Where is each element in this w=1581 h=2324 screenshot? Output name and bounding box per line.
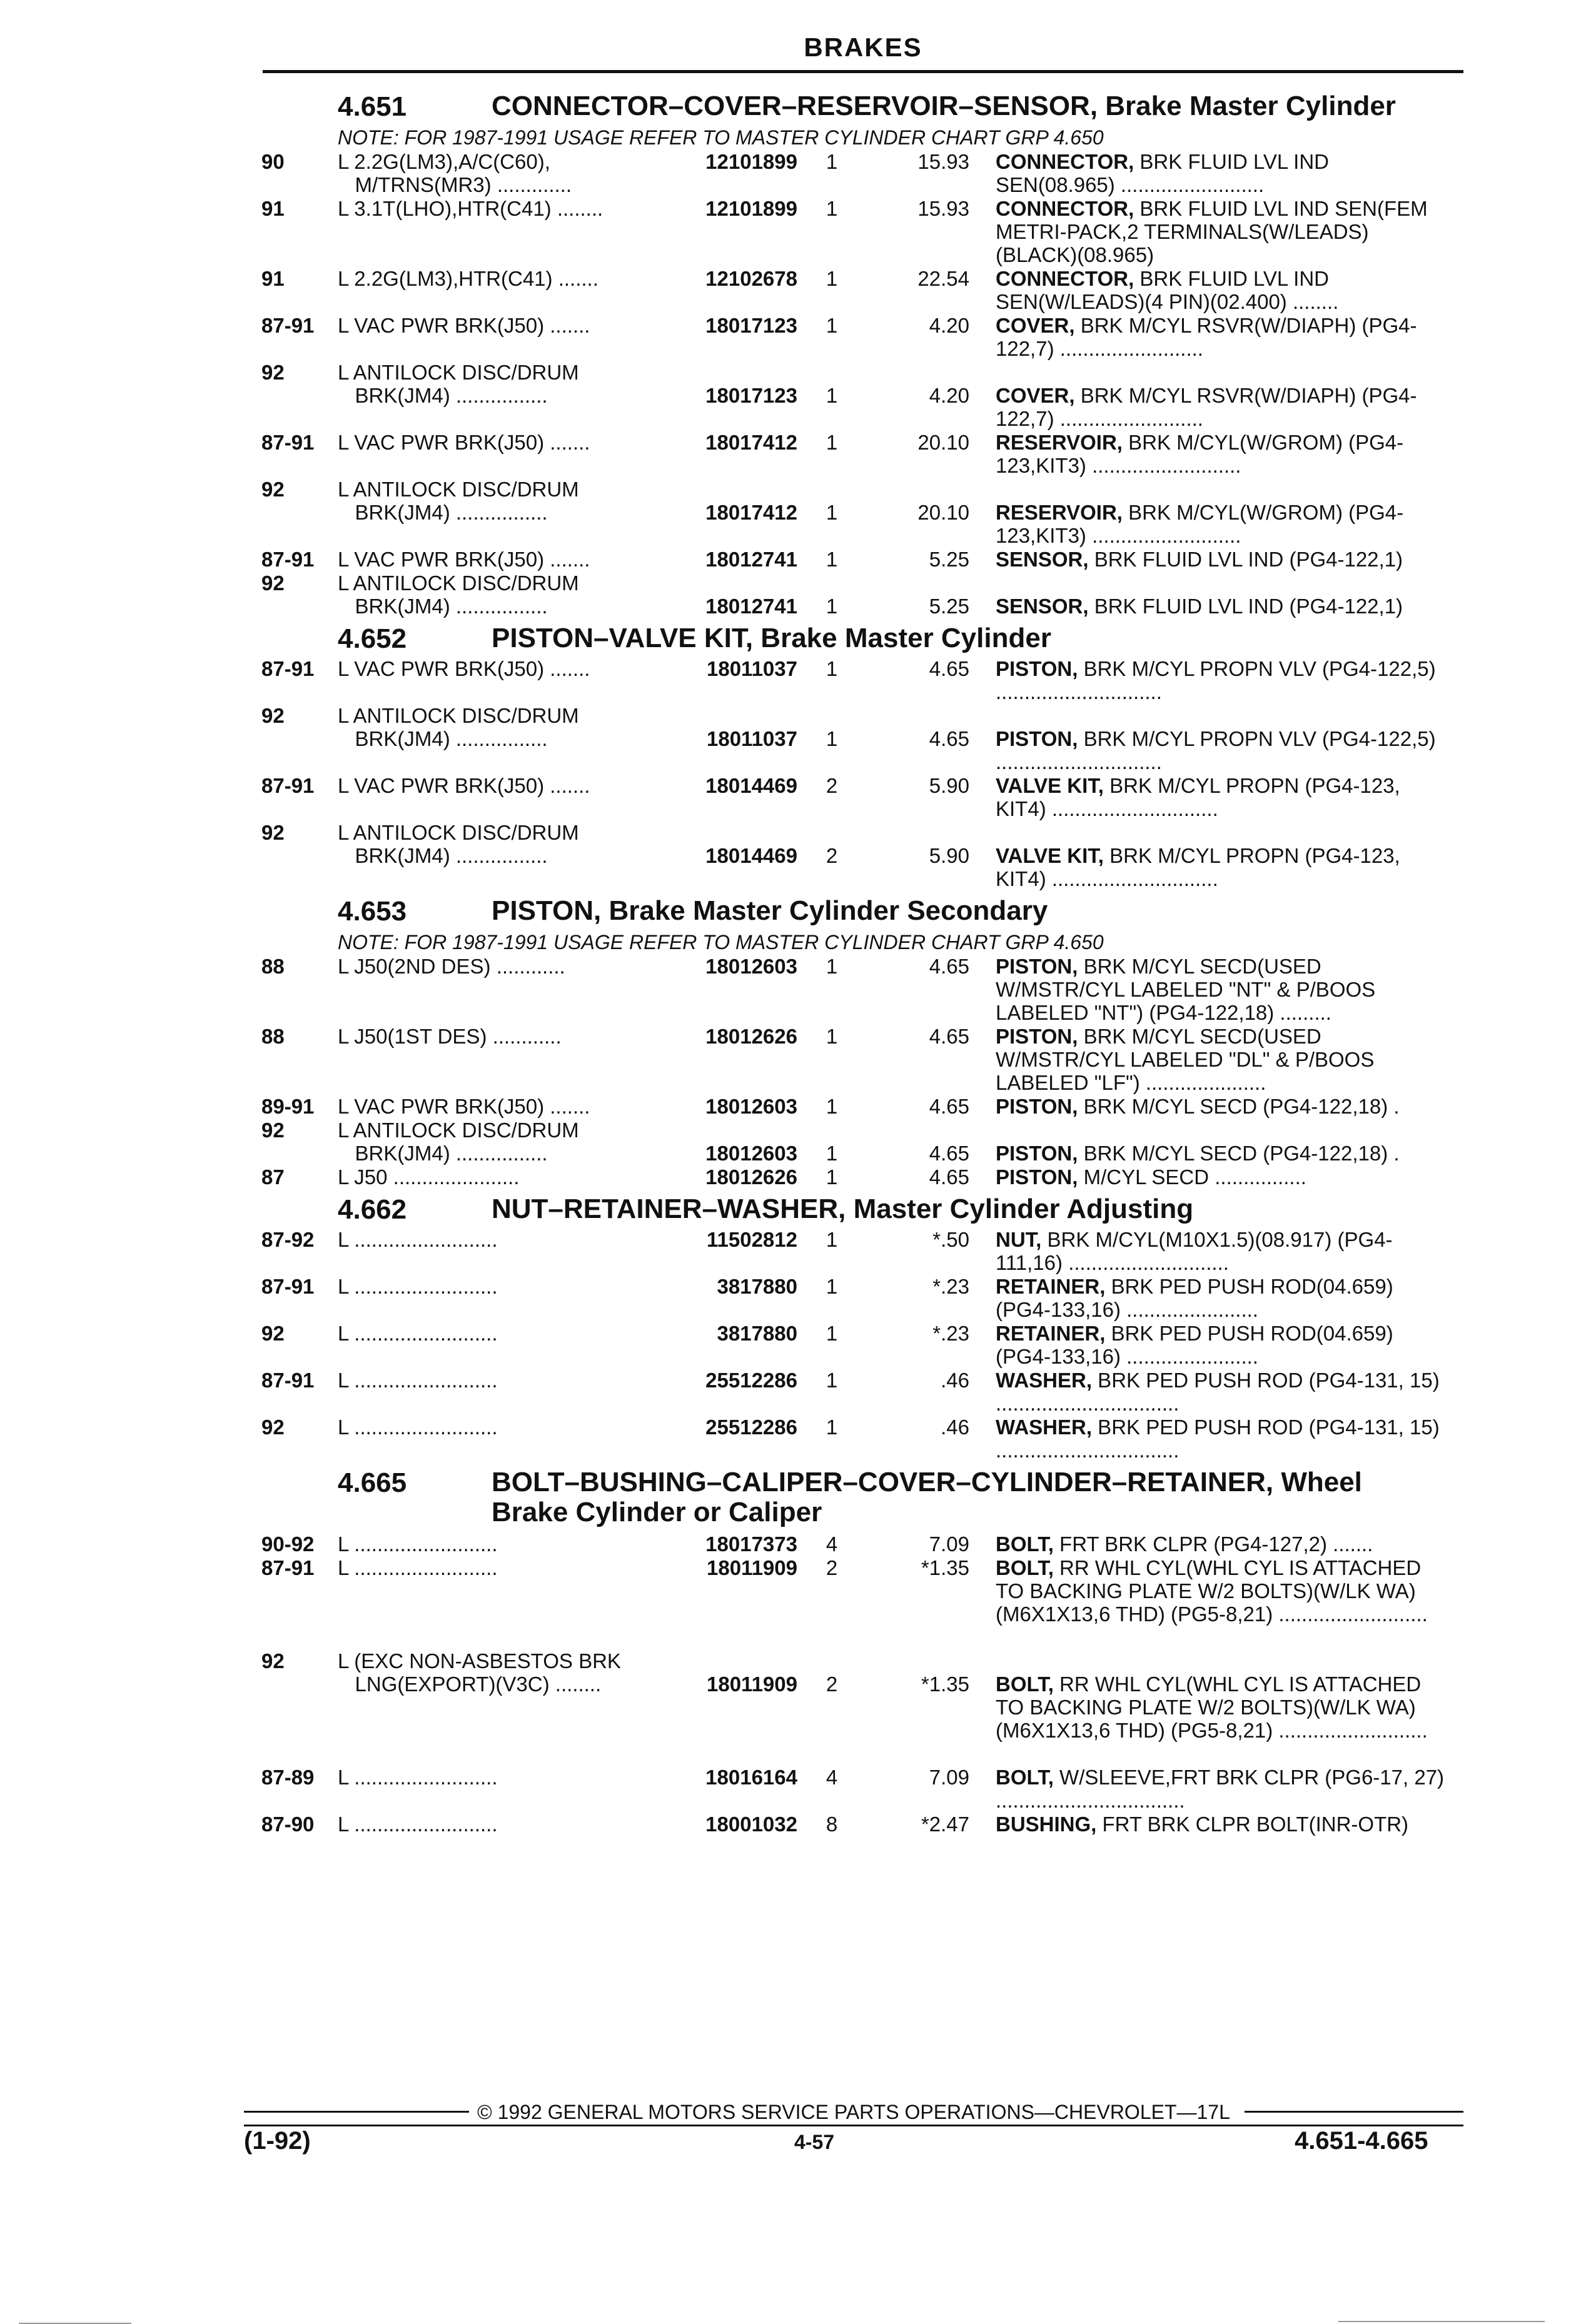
part-detail: BRK PED PUSH ROD (PG4-131, 15) ................................ xyxy=(996,1369,1440,1415)
model-years: 87-91 xyxy=(261,548,315,571)
parts-row xyxy=(0,704,1581,774)
parts-row xyxy=(0,150,1581,197)
parts-row xyxy=(0,1275,1581,1322)
quantity: 1 xyxy=(826,314,838,337)
part-number: 18016164 xyxy=(705,1766,797,1789)
quantity: 1 xyxy=(826,1095,838,1118)
section-number: 4.652 xyxy=(338,623,407,654)
parts-row xyxy=(0,1119,1581,1165)
part-detail: BRK M/CYL(M10X1.5)(08.917) (PG4-111,16) ............................ xyxy=(996,1228,1393,1274)
parts-row xyxy=(0,657,1581,704)
model-years: 87-91 xyxy=(261,314,315,337)
price: 15.93 xyxy=(917,197,969,220)
part-name: PISTON, xyxy=(996,727,1078,750)
part-name: PISTON, xyxy=(996,1025,1078,1048)
note-text: NOTE: FOR 1987-1991 USAGE REFER TO MASTER CYLINDER CHART GRP 4.650 xyxy=(338,126,1104,149)
parts-row xyxy=(0,571,1581,618)
price: 4.65 xyxy=(929,1142,969,1165)
price: 20.10 xyxy=(917,431,969,454)
usage-text: L ......................... xyxy=(338,1322,498,1345)
price: *.23 xyxy=(932,1275,969,1298)
part-name: SENSOR, xyxy=(996,595,1089,618)
model-years: 92 xyxy=(261,571,285,595)
part-number: 18001032 xyxy=(705,1813,797,1836)
part-description xyxy=(996,1532,1446,1556)
usage-text: L ANTILOCK DISC/DRUM BRK(JM4) ................ xyxy=(338,704,579,750)
price: *.50 xyxy=(932,1228,969,1251)
part-detail: BRK M/CYL SECD (PG4-122,18) . xyxy=(1078,1142,1400,1165)
footer-date: (1-92) xyxy=(244,2127,311,2155)
quantity: 2 xyxy=(826,844,838,867)
part-number: 12101899 xyxy=(705,197,797,220)
usage-text: L VAC PWR BRK(J50) ....... xyxy=(338,431,590,454)
parts-row xyxy=(0,478,1581,548)
model-years: 92 xyxy=(261,1119,285,1142)
section-title: PISTON–VALVE KIT, Brake Master Cylinder xyxy=(492,623,1051,653)
model-years: 89-91 xyxy=(261,1095,315,1118)
quantity: 1 xyxy=(826,1165,838,1189)
part-description xyxy=(996,1095,1446,1118)
usage-text: L ......................... xyxy=(338,1275,498,1298)
quantity: 1 xyxy=(826,1322,838,1345)
part-name: VALVE KIT, xyxy=(996,844,1104,867)
part-name: PISTON, xyxy=(996,1165,1078,1189)
parts-row xyxy=(0,955,1581,1025)
section-title: CONNECTOR–COVER–RESERVOIR–SENSOR, Brake Master Cylinder xyxy=(492,91,1396,121)
section-number: 4.662 xyxy=(338,1194,407,1225)
part-name: COVER, xyxy=(996,314,1075,337)
section-title: BOLT–BUSHING–CALIPER–COVER–CYLINDER–RETAINER, Wheel Brake Cylinder or Caliper xyxy=(492,1467,1362,1527)
part-name: BUSHING, xyxy=(996,1813,1097,1836)
part-detail: FRT BRK CLPR (PG4-127,2) ....... xyxy=(1053,1532,1373,1556)
part-description xyxy=(996,1322,1446,1368)
section-number: 4.653 xyxy=(338,896,407,927)
part-detail: BRK M/CYL RSVR(W/DIAPH) (PG4-122,7) ......................... xyxy=(996,314,1417,360)
quantity: 1 xyxy=(826,197,838,220)
parts-row xyxy=(0,1228,1581,1275)
part-name: RETAINER, xyxy=(996,1322,1106,1345)
part-detail: BRK M/CYL RSVR(W/DIAPH) (PG4-122,7) ......................... xyxy=(996,384,1417,430)
quantity: 1 xyxy=(826,955,838,978)
part-number: 25512286 xyxy=(705,1416,797,1439)
price: 4.20 xyxy=(929,314,969,337)
part-detail: FRT BRK CLPR BOLT(INR-OTR) xyxy=(1096,1813,1409,1836)
part-description xyxy=(996,774,1446,820)
part-detail: BRK FLUID LVL IND (PG4-122,1) xyxy=(1088,595,1403,618)
part-description xyxy=(996,1556,1446,1626)
model-years: 92 xyxy=(261,1416,285,1439)
part-description xyxy=(996,1369,1446,1415)
model-years: 92 xyxy=(261,1649,285,1673)
part-name: COVER, xyxy=(996,384,1075,407)
price: *2.47 xyxy=(921,1813,969,1836)
quantity: 8 xyxy=(826,1813,838,1836)
usage-text: L VAC PWR BRK(J50) ....... xyxy=(338,657,590,680)
price: 22.54 xyxy=(917,267,969,290)
part-name: WASHER, xyxy=(996,1369,1093,1392)
price: 15.93 xyxy=(917,150,969,173)
part-number: 18011037 xyxy=(706,657,797,680)
price: 5.90 xyxy=(929,774,969,797)
part-name: PISTON, xyxy=(996,1142,1078,1165)
part-detail: RR WHL CYL(WHL CYL IS ATTACHED TO BACKING PLATE W/2 BOLTS)(W/LK WA)(M6X1X13,6 THD) (PG5-8,21) .......................... xyxy=(996,1556,1428,1626)
part-description xyxy=(996,431,1446,477)
parts-row xyxy=(0,1095,1581,1119)
part-name: CONNECTOR, xyxy=(996,267,1134,290)
quantity: 1 xyxy=(826,1275,838,1298)
part-detail: BRK M/CYL PROPN (PG4-123, KIT4) ............................. xyxy=(996,774,1400,820)
part-name: WASHER, xyxy=(996,1416,1093,1439)
model-years: 91 xyxy=(261,197,285,220)
part-number: 12101899 xyxy=(705,150,797,173)
part-detail: BRK M/CYL SECD (PG4-122,18) . xyxy=(1078,1095,1400,1118)
part-description xyxy=(996,1416,1446,1462)
usage-text: L 2.2G(LM3),A/C(C60), M/TRNS(MR3) ............. xyxy=(338,150,572,196)
part-description xyxy=(996,657,1446,703)
model-years: 87-91 xyxy=(261,657,315,680)
model-years: 87-91 xyxy=(261,774,315,797)
part-name: SENSOR, xyxy=(996,548,1089,571)
price: 4.65 xyxy=(929,955,969,978)
usage-text: L ANTILOCK DISC/DRUM BRK(JM4) ................ xyxy=(338,571,579,618)
model-years: 87-92 xyxy=(261,1228,315,1251)
usage-text: L 2.2G(LM3),HTR(C41) ....... xyxy=(338,267,599,290)
price: 4.20 xyxy=(929,384,969,407)
section-heading xyxy=(0,86,1581,125)
model-years: 90 xyxy=(261,150,285,173)
section-heading xyxy=(0,618,1581,657)
part-number: 18014469 xyxy=(705,844,797,867)
model-years: 92 xyxy=(261,361,285,384)
part-description xyxy=(996,1813,1446,1836)
section-note xyxy=(0,125,1581,150)
model-years: 87-91 xyxy=(261,1275,315,1298)
part-description xyxy=(996,1228,1446,1274)
price: 4.65 xyxy=(929,657,969,680)
part-name: RESERVOIR, xyxy=(996,431,1123,454)
model-years: 92 xyxy=(261,704,285,727)
model-years: 92 xyxy=(261,1322,285,1345)
section-note xyxy=(0,930,1581,955)
model-years: 90-92 xyxy=(261,1532,315,1556)
part-description xyxy=(996,1673,1446,1742)
usage-text: L ......................... xyxy=(338,1766,498,1789)
usage-text: L VAC PWR BRK(J50) ....... xyxy=(338,1095,590,1118)
section-title: PISTON, Brake Master Cylinder Secondary xyxy=(492,895,1048,926)
part-name: BOLT, xyxy=(996,1766,1054,1789)
part-detail: BRK FLUID LVL IND (PG4-122,1) xyxy=(1088,548,1403,571)
usage-text: L ......................... xyxy=(338,1416,498,1439)
part-number: 11502812 xyxy=(706,1228,797,1251)
section-heading xyxy=(0,891,1581,930)
footer-rule xyxy=(244,2125,1463,2126)
part-description xyxy=(996,1275,1446,1321)
part-number: 18011909 xyxy=(706,1673,797,1696)
usage-text: L ANTILOCK DISC/DRUM BRK(JM4) ................ xyxy=(338,478,579,524)
part-description xyxy=(996,501,1446,547)
part-description xyxy=(996,314,1446,360)
part-name: PISTON, xyxy=(996,657,1078,680)
model-years: 87-91 xyxy=(261,431,315,454)
part-detail: BRK FLUID LVL IND SEN(FEM METRI-PACK,2 TERMINALS(W/LEADS)(BLACK)(08.965) xyxy=(996,197,1428,266)
parts-row xyxy=(0,1813,1581,1836)
quantity: 4 xyxy=(826,1766,838,1789)
part-name: CONNECTOR, xyxy=(996,150,1134,173)
model-years: 92 xyxy=(261,478,285,501)
price: 4.65 xyxy=(929,1095,969,1118)
part-number: 18011037 xyxy=(706,727,797,750)
part-name: PISTON, xyxy=(996,955,1078,978)
quantity: 1 xyxy=(826,548,838,571)
price: 4.65 xyxy=(929,1025,969,1048)
usage-text: L ANTILOCK DISC/DRUM BRK(JM4) ................ xyxy=(338,1119,579,1165)
parts-row xyxy=(0,548,1581,571)
part-number: 25512286 xyxy=(705,1369,797,1392)
part-detail: BRK PED PUSH ROD(04.659) (PG4-133,16) ....................... xyxy=(996,1275,1393,1321)
model-years: 87-91 xyxy=(261,1556,315,1579)
part-detail: BRK M/CYL SECD(USED W/MSTR/CYL LABELED "DL" & P/BOOS LABELED "LF") ..................... xyxy=(996,1025,1375,1094)
part-description xyxy=(996,1165,1446,1189)
parts-row xyxy=(0,361,1581,431)
part-description xyxy=(996,1766,1446,1812)
usage-text: L J50(2ND DES) ............ xyxy=(338,955,565,978)
quantity: 1 xyxy=(826,1142,838,1165)
parts-row xyxy=(0,431,1581,478)
model-years: 88 xyxy=(261,1025,285,1048)
quantity: 1 xyxy=(826,595,838,618)
price: 5.25 xyxy=(929,548,969,571)
part-detail: BRK FLUID LVL IND SEN(W/LEADS)(4 PIN)(02.400) ........ xyxy=(996,267,1339,313)
parts-row xyxy=(0,1025,1581,1095)
price: 7.09 xyxy=(929,1532,969,1556)
part-name: BOLT, xyxy=(996,1532,1054,1556)
part-detail: BRK M/CYL(W/GROM) (PG4-123,KIT3) .......................... xyxy=(996,431,1404,477)
section-title: NUT–RETAINER–WASHER, Master Cylinder Adjusting xyxy=(492,1194,1194,1224)
quantity: 1 xyxy=(826,1369,838,1392)
section-number: 4.651 xyxy=(338,91,407,122)
part-detail: BRK FLUID LVL IND SEN(08.965) ......................... xyxy=(996,150,1329,196)
part-number: 3817880 xyxy=(717,1322,797,1345)
model-years: 91 xyxy=(261,267,285,290)
part-description xyxy=(996,150,1446,196)
section-number: 4.665 xyxy=(338,1467,407,1498)
model-years: 87 xyxy=(261,1165,285,1189)
part-number: 18012603 xyxy=(705,1142,797,1165)
part-name: BOLT, xyxy=(996,1556,1054,1579)
quantity: 1 xyxy=(826,1228,838,1251)
usage-text: L VAC PWR BRK(J50) ....... xyxy=(338,774,590,797)
model-years: 92 xyxy=(261,821,285,844)
footer-group-range: 4.651-4.665 xyxy=(1295,2127,1428,2155)
part-detail: BRK M/CYL PROPN VLV (PG4-122,5) ............................. xyxy=(996,657,1436,703)
usage-text: L ......................... xyxy=(338,1813,498,1836)
quantity: 4 xyxy=(826,1532,838,1556)
price: 5.25 xyxy=(929,595,969,618)
footer-page-number: 4-57 xyxy=(794,2131,835,2153)
page-header: BRAKES xyxy=(804,33,922,62)
part-number: 18014469 xyxy=(705,774,797,797)
quantity: 1 xyxy=(826,1416,838,1439)
part-detail: W/SLEEVE,FRT BRK CLPR (PG6-17, 27) ................................. xyxy=(996,1766,1445,1812)
price: *1.35 xyxy=(921,1556,969,1579)
part-detail: BRK PED PUSH ROD(04.659) (PG4-133,16) ....................... xyxy=(996,1322,1393,1368)
part-detail: RR WHL CYL(WHL CYL IS ATTACHED TO BACKING PLATE W/2 BOLTS)(W/LK WA)(M6X1X13,6 THD) (PG5-8,21) .......................... xyxy=(996,1673,1428,1742)
part-number: 18012603 xyxy=(705,1095,797,1118)
usage-text: L ......................... xyxy=(338,1532,498,1556)
part-number: 12102678 xyxy=(705,267,797,290)
footer-copyright: © 1992 GENERAL MOTORS SERVICE PARTS OPERATIONS—CHEVROLET—17L xyxy=(477,2101,1230,2123)
price: .46 xyxy=(941,1416,969,1439)
quantity: 2 xyxy=(826,1556,838,1579)
usage-text: L J50(1ST DES) ............ xyxy=(338,1025,562,1048)
price: *1.35 xyxy=(921,1673,969,1696)
quantity: 1 xyxy=(826,657,838,680)
quantity: 1 xyxy=(826,501,838,524)
parts-row xyxy=(0,197,1581,267)
price: 20.10 xyxy=(917,501,969,524)
quantity: 2 xyxy=(826,1673,838,1696)
section-heading xyxy=(0,1462,1581,1532)
quantity: 1 xyxy=(826,384,838,407)
quantity: 1 xyxy=(826,431,838,454)
note-text: NOTE: FOR 1987-1991 USAGE REFER TO MASTER CYLINDER CHART GRP 4.650 xyxy=(338,931,1104,953)
quantity: 1 xyxy=(826,267,838,290)
part-name: RESERVOIR, xyxy=(996,501,1123,524)
part-number: 18012741 xyxy=(705,595,797,618)
model-years: 87-89 xyxy=(261,1766,315,1789)
part-detail: BRK M/CYL PROPN VLV (PG4-122,5) ............................. xyxy=(996,727,1436,773)
parts-row xyxy=(0,1165,1581,1189)
part-description xyxy=(996,384,1446,430)
part-description xyxy=(996,727,1446,773)
section-heading xyxy=(0,1189,1581,1228)
part-description xyxy=(996,955,1446,1024)
parts-row xyxy=(0,1766,1581,1813)
parts-row xyxy=(0,314,1581,361)
part-number: 18012603 xyxy=(705,955,797,978)
part-detail: M/CYL SECD ................ xyxy=(1078,1165,1306,1189)
part-description xyxy=(996,197,1446,266)
part-detail: BRK M/CYL PROPN (PG4-123, KIT4) ............................. xyxy=(996,844,1400,890)
usage-text: L ......................... xyxy=(338,1228,498,1251)
usage-text: L J50 ...................... xyxy=(338,1165,520,1189)
price: 7.09 xyxy=(929,1766,969,1789)
quantity: 1 xyxy=(826,1025,838,1048)
part-number: 18017412 xyxy=(705,431,797,454)
part-number: 18011909 xyxy=(706,1556,797,1579)
quantity: 1 xyxy=(826,727,838,750)
parts-row xyxy=(0,1322,1581,1369)
scan-artifact xyxy=(1338,2321,1545,2322)
part-description xyxy=(996,1025,1446,1094)
part-number: 18017123 xyxy=(705,314,797,337)
part-description xyxy=(996,1142,1446,1165)
part-description xyxy=(996,844,1446,890)
parts-catalog xyxy=(0,86,1581,1836)
part-description xyxy=(996,548,1446,571)
part-number: 18017373 xyxy=(705,1532,797,1556)
part-name: BOLT, xyxy=(996,1673,1054,1696)
part-number: 18012741 xyxy=(705,548,797,571)
part-name: PISTON, xyxy=(996,1095,1078,1118)
quantity: 2 xyxy=(826,774,838,797)
parts-row xyxy=(0,1556,1581,1649)
price: *.23 xyxy=(932,1322,969,1345)
parts-row xyxy=(0,1649,1581,1766)
part-number: 3817880 xyxy=(717,1275,797,1298)
usage-text: L ......................... xyxy=(338,1369,498,1392)
parts-row xyxy=(0,774,1581,821)
parts-row xyxy=(0,1369,1581,1416)
usage-text: L VAC PWR BRK(J50) ....... xyxy=(338,314,590,337)
model-years: 87-90 xyxy=(261,1813,315,1836)
part-detail: BRK M/CYL(W/GROM) (PG4-123,KIT3) .......................... xyxy=(996,501,1404,547)
part-description xyxy=(996,595,1446,618)
usage-text: L ANTILOCK DISC/DRUM BRK(JM4) ................ xyxy=(338,361,579,407)
part-number: 18017123 xyxy=(705,384,797,407)
usage-text: L ......................... xyxy=(338,1556,498,1579)
price: 4.65 xyxy=(929,727,969,750)
part-number: 18017412 xyxy=(705,501,797,524)
part-name: VALVE KIT, xyxy=(996,774,1104,797)
parts-row xyxy=(0,821,1581,891)
part-name: RETAINER, xyxy=(996,1275,1106,1298)
part-name: NUT, xyxy=(996,1228,1042,1251)
part-detail: BRK PED PUSH ROD (PG4-131, 15) ................................ xyxy=(996,1416,1440,1462)
price: .46 xyxy=(941,1369,969,1392)
usage-text: L (EXC NON-ASBESTOS BRK LNG(EXPORT)(V3C) ........ xyxy=(338,1649,621,1696)
model-years: 88 xyxy=(261,955,285,978)
part-detail: BRK M/CYL SECD(USED W/MSTR/CYL LABELED "NT" & P/BOOS LABELED "NT") (PG4-122,18) ......... xyxy=(996,955,1376,1024)
parts-row xyxy=(0,267,1581,314)
part-number: 18012626 xyxy=(705,1025,797,1048)
part-description xyxy=(996,267,1446,313)
quantity: 1 xyxy=(826,150,838,173)
parts-row xyxy=(0,1532,1581,1556)
price: 5.90 xyxy=(929,844,969,867)
part-name: CONNECTOR, xyxy=(996,197,1134,220)
model-years: 87-91 xyxy=(261,1369,315,1392)
usage-text: L ANTILOCK DISC/DRUM BRK(JM4) ................ xyxy=(338,821,579,867)
usage-text: L VAC PWR BRK(J50) ....... xyxy=(338,548,590,571)
price: 4.65 xyxy=(929,1165,969,1189)
parts-row xyxy=(0,1416,1581,1462)
usage-text: L 3.1T(LHO),HTR(C41) ........ xyxy=(338,197,604,220)
part-number: 18012626 xyxy=(705,1165,797,1189)
header-rule xyxy=(263,70,1463,73)
